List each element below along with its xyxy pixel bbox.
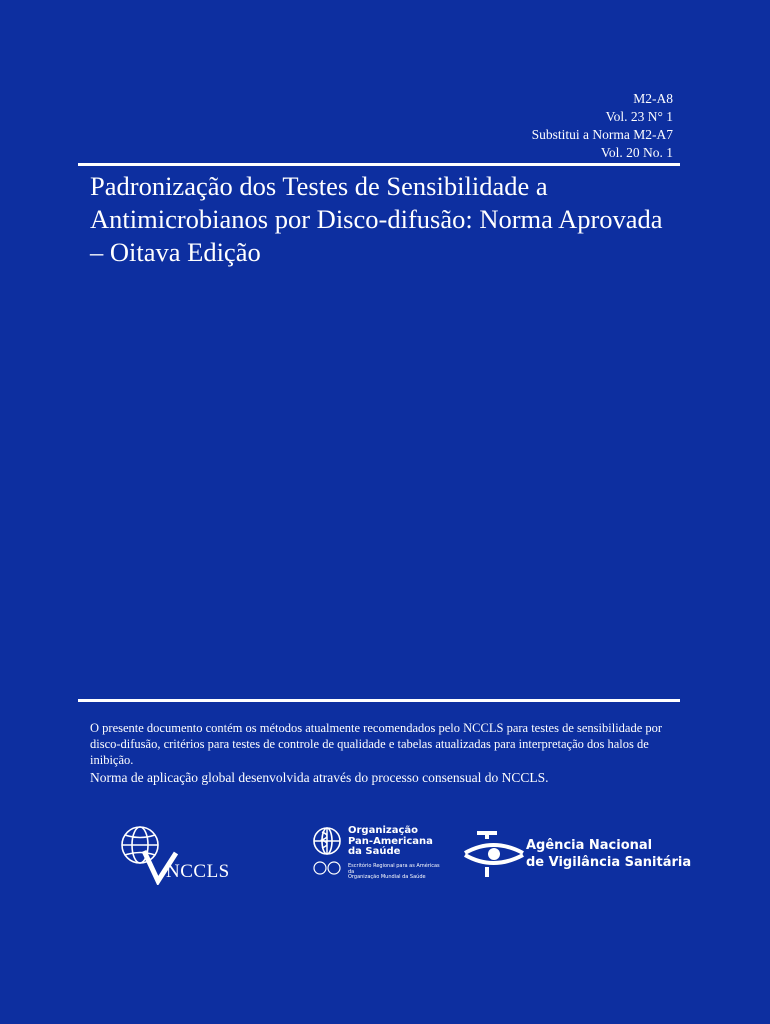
anvisa-name: Agência Nacional de Vigilância Sanitária bbox=[526, 838, 692, 870]
replaces-norm: Substitui a Norma M2-A7 bbox=[531, 127, 673, 142]
description-paragraph: O presente documento contém os métodos atualmente recomendados pelo NCCLS para testes de sensibilidade por disco-difusão, critérios para testes de controle de qualidade e tabelas atualizadas para interpretação dos halos de inibição. bbox=[90, 721, 663, 767]
anvisa-logo bbox=[463, 825, 692, 881]
top-divider bbox=[78, 163, 680, 166]
document-description bbox=[90, 720, 670, 786]
document-reference bbox=[532, 90, 673, 162]
document-title: Padronização dos Testes de Sensibilidade a Antimicrobianos por Disco-difusão: Norma Aprovada – Oitava Edição bbox=[90, 171, 663, 267]
nccls-wordmark: NCCLS bbox=[166, 861, 230, 882]
consensus-statement: Norma de aplicação global desenvolvida através do processo consensual do NCCLS. bbox=[90, 770, 549, 785]
paho-subtitle: Escritório Regional para as Américas da Organização Mundial da Saúde bbox=[348, 863, 440, 880]
replaces-volume: Vol. 20 No. 1 bbox=[600, 145, 673, 160]
paho-logo bbox=[310, 826, 440, 878]
anvisa-emblem-icon bbox=[463, 825, 525, 881]
bottom-divider bbox=[78, 699, 680, 702]
document-code: M2-A8 bbox=[633, 91, 673, 106]
document-volume: Vol. 23 N° 1 bbox=[605, 109, 673, 124]
paho-name: Organização Pan-Americana da Saúde bbox=[348, 825, 433, 857]
nccls-logo bbox=[118, 823, 238, 888]
paho-emblem-icon bbox=[310, 826, 344, 876]
